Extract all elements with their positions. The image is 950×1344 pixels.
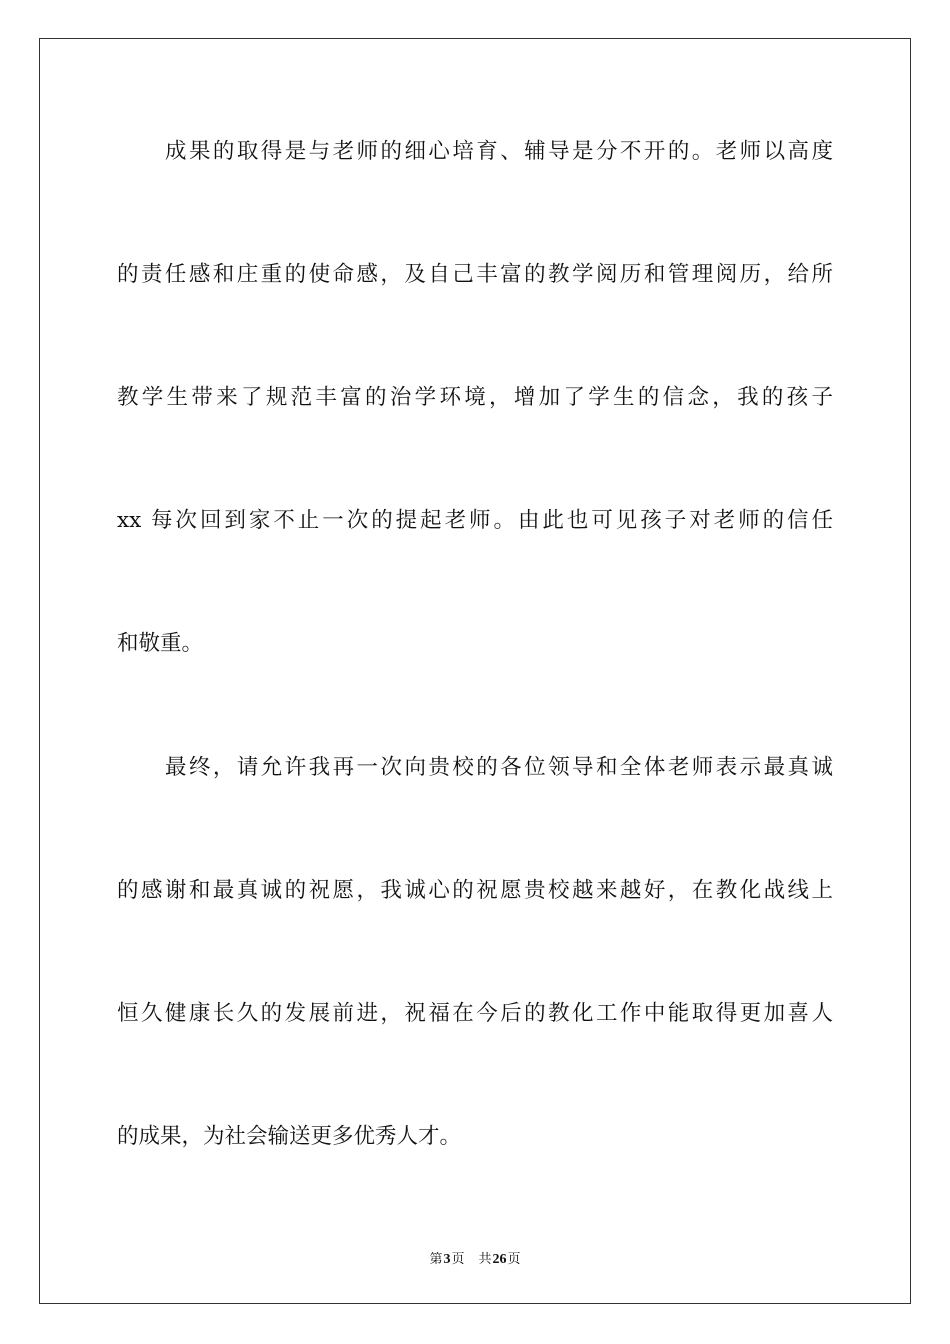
total-pages: 26 [492, 1252, 507, 1267]
paragraph-2-line-3: 恒久健康长久的发展前进，祝福在今后的教化工作中能取得更加喜人 [117, 1001, 833, 1026]
paragraph-2-line-4: 的成果，为社会输送更多优秀人才。 [117, 1124, 462, 1149]
paragraph-2-line-1: 最终，请允许我再一次向贵校的各位领导和全体老师表示最真诚 [165, 755, 833, 780]
paragraph-1-line-5: 和敬重。 [117, 631, 204, 656]
page-number: 3 [443, 1252, 451, 1267]
paragraph-1-line-4: xx 每次回到家不止一次的提起老师。由此也可见孩子对老师的信任 [117, 508, 833, 533]
page-border [39, 38, 911, 1304]
total-suffix: 页 [507, 1252, 521, 1267]
page-suffix: 页 [451, 1252, 465, 1267]
page-footer [0, 1248, 950, 1268]
paragraph-1-line-3: 教学生带来了规范丰富的治学环境，增加了学生的信念，我的孩子 [117, 385, 833, 410]
total-prefix: 共 [478, 1252, 492, 1267]
paragraph-2-line-2: 的感谢和最真诚的祝愿，我诚心的祝愿贵校越来越好，在教化战线上 [117, 878, 833, 903]
paragraph-1-line-1: 成果的取得是与老师的细心培育、辅导是分不开的。老师以高度 [165, 139, 833, 164]
paragraph-1-line-2: 的责任感和庄重的使命感，及自己丰富的教学阅历和管理阅历，给所 [117, 262, 833, 287]
page-prefix: 第 [429, 1252, 443, 1267]
